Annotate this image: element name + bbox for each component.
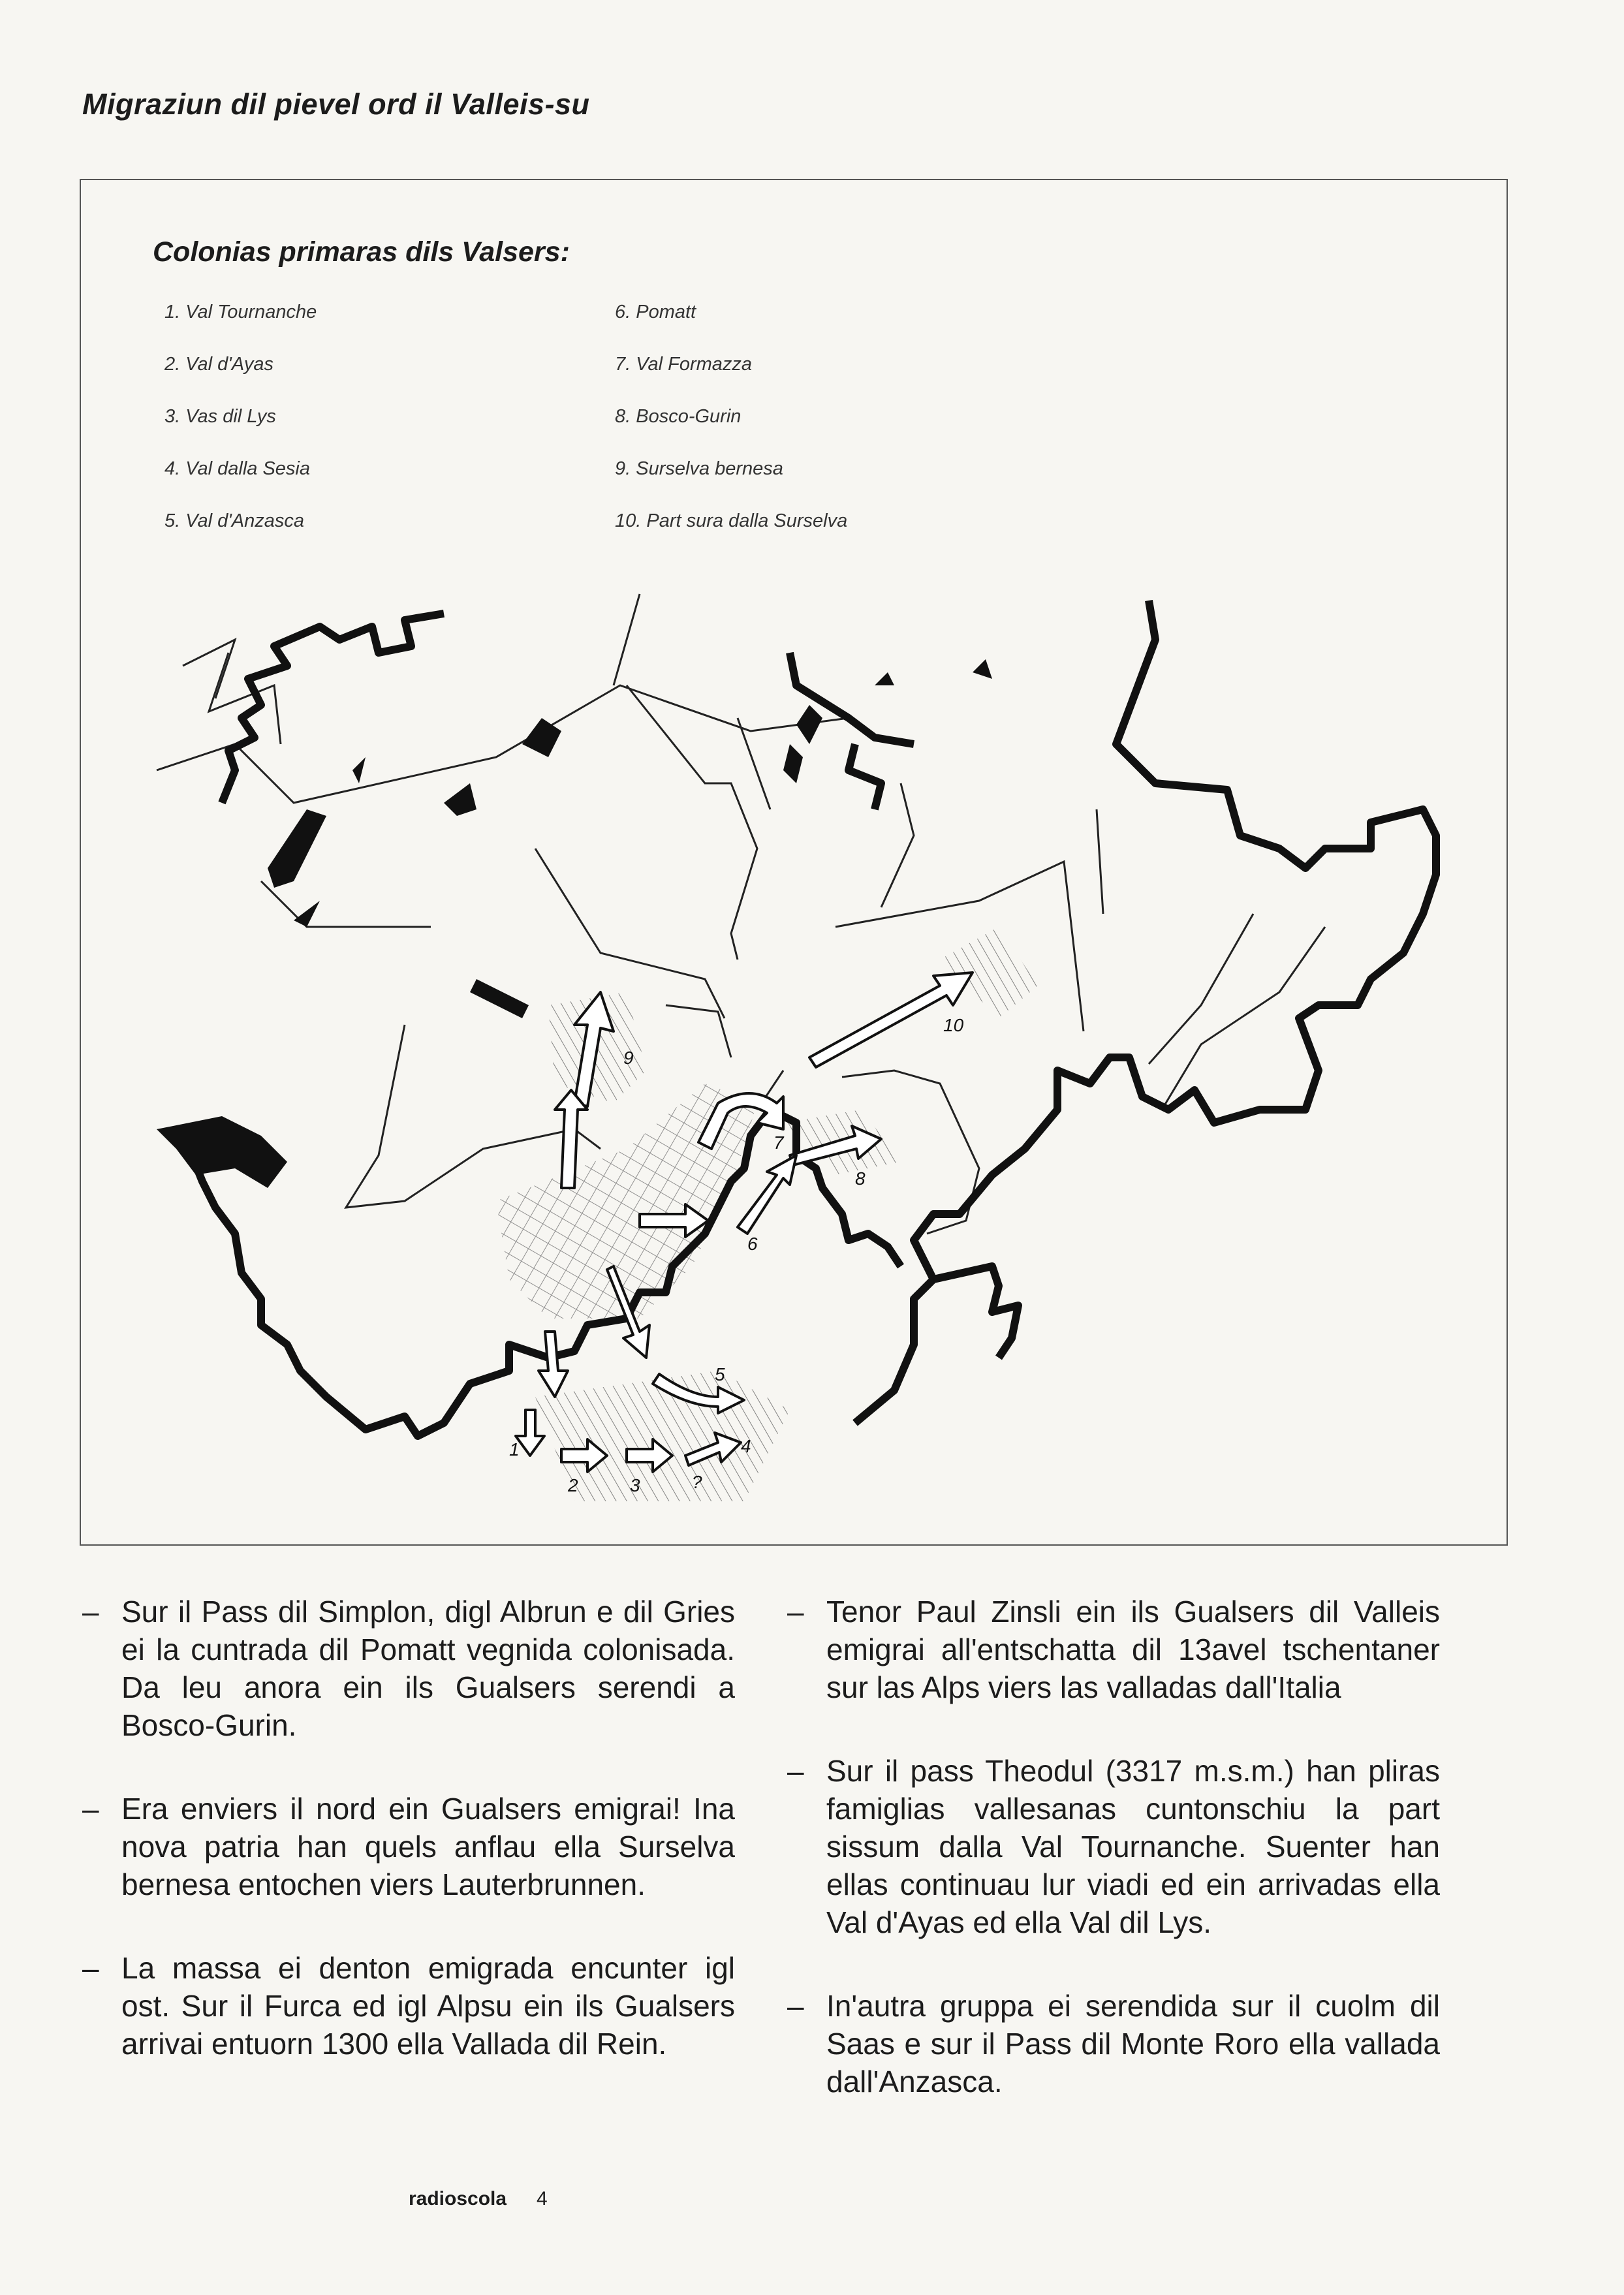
legend-title: Colonias primaras dils Valsers: (153, 236, 570, 268)
lake-neuchatel (268, 809, 326, 888)
map-label-7: 7 (773, 1132, 784, 1153)
text-column-left (82, 1593, 735, 2108)
page-title: Migraziun dil pievel ord il Valleis-su (82, 87, 590, 121)
legend-item: 3. Vas dil Lys (164, 406, 276, 427)
page-number: 4 (537, 2188, 548, 2209)
lake-geneva (157, 1116, 287, 1188)
legend-item: 10. Part sura dalla Surselva (615, 510, 848, 531)
paragraph: – Era enviers il nord ein Gualsers emigrai! Ina nova patria han quels anflau ella Surselva bernesa entochen viers Lauterbrunnen. (82, 1792, 735, 1901)
legend-list-left (164, 302, 317, 563)
legend-list-right (615, 302, 847, 563)
arrow-1 (516, 1410, 544, 1456)
legend-item: 7. Val Formazza (615, 354, 753, 375)
paragraph: – Sur il Pass dil Simplon, digl Albrun e dil Gries ei la cuntrada dil Pomatt vegnida colonisada. Da leu anora ein ils Gualsers serendi a Bosco-Gurin. (82, 1595, 735, 1742)
paragraph: – Sur il pass Theodul (3317 m.s.m.) han pliras famiglias vallesanas cuntonschiu la part sissum dalla Val Tournanche. Suenter han ellas continuau lur viadi ed ein arrivadas ella Val d'Ayas ed ella Val dil Lys. (787, 1754, 1440, 1939)
map-label-2: 2 (568, 1475, 578, 1495)
legend-item: 6. Pomatt (615, 302, 696, 322)
map-label-unknown: ? (692, 1472, 702, 1492)
legend-item: 8. Bosco-Gurin (615, 406, 742, 427)
paragraph: – Tenor Paul Zinsli ein ils Gualsers dil Valleis emigrai all'entschatta dil 13avel tschentaner sur las Alps viers las valladas dall'Italia (787, 1595, 1440, 1704)
map-label-4: 4 (741, 1436, 751, 1456)
arrow-down-1 (539, 1332, 568, 1397)
migration-map (131, 587, 1475, 1514)
legend-item: 9. Surselva bernesa (615, 458, 783, 479)
legend-item: 5. Val d'Anzasca (164, 510, 305, 531)
legend-item: 2. Val d'Ayas (164, 354, 274, 375)
paragraph: – In'autra gruppa ei serendida sur il cuolm dil Saas e sur il Pass dil Monte Roro ella vallada dall'Anzasca. (787, 1989, 1440, 2099)
legend-item: 4. Val dalla Sesia (164, 458, 311, 479)
map-label-5: 5 (715, 1364, 725, 1384)
map-label-10: 10 (943, 1015, 964, 1035)
map-label-9: 9 (623, 1048, 634, 1068)
text-column-right (787, 1593, 1440, 2146)
paragraph: – La massa ei denton emigrada encunter igl ost. Sur il Furca ed igl Alpsu ein ils Gualsers arrivai entuorn 1300 ella Vallada dil Rein. (82, 1951, 735, 2061)
map-label-1: 1 (509, 1439, 520, 1460)
map-label-6: 6 (747, 1234, 758, 1254)
map-label-8: 8 (855, 1168, 866, 1189)
legend-item: 1. Val Tournanche (164, 302, 317, 322)
map-label-3: 3 (630, 1475, 640, 1495)
footer-publication: radioscola (409, 2188, 507, 2209)
